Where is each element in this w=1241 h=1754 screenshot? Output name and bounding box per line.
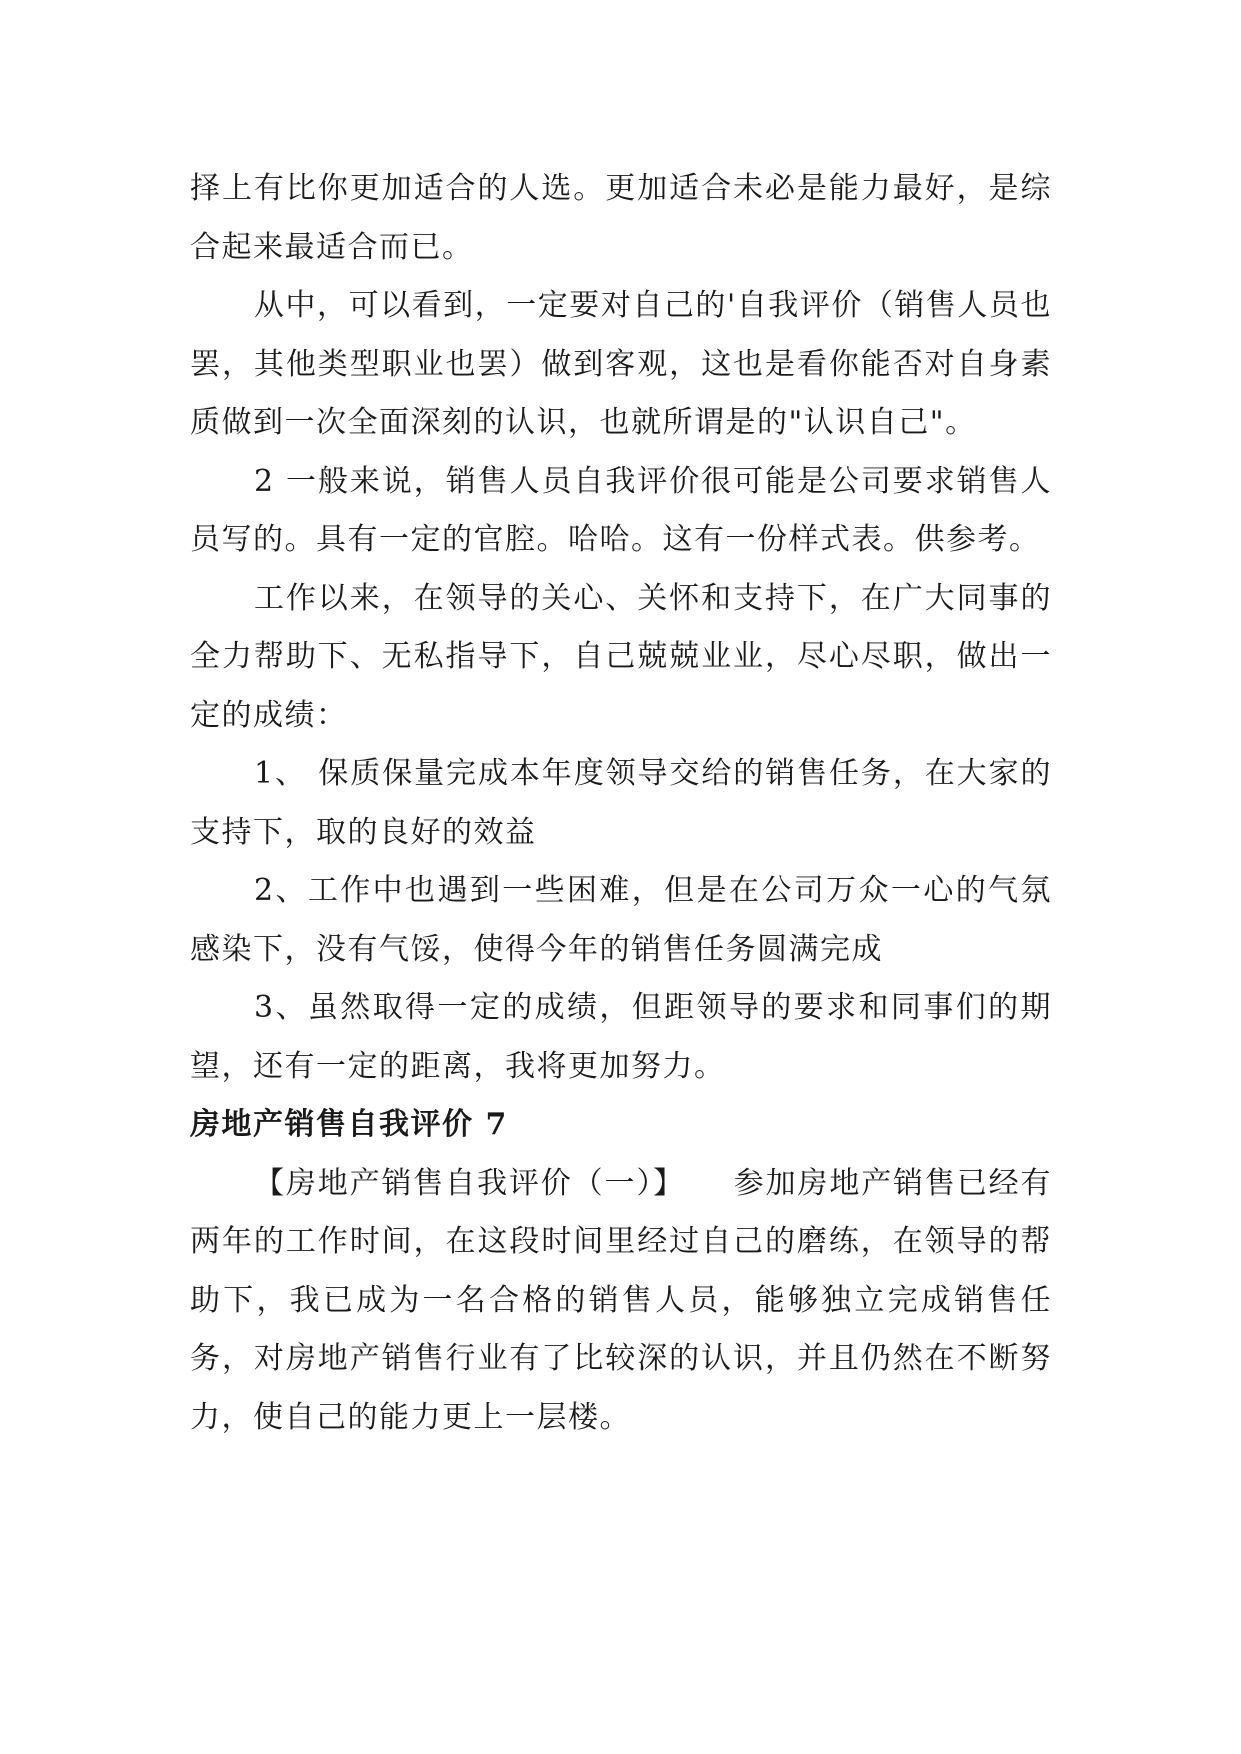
paragraph-2: 从中，可以看到，一定要对自己的'自我评价（销售人员也罢，其他类型职业也罢）做到客观，这也是看你能否对自身素质做到一次全面深刻的认识，也就所谓是的"认识自己"。 <box>190 288 1052 440</box>
list-item-2: 2、工作中也遇到一些困难，但是在公司万众一心的气氛感染下，没有气馁，使得今年的销售任务圆满完成 <box>190 873 1052 967</box>
final-paragraph: 【房地产销售自我评价（一）】 参加房地产销售已经有两年的工作时间，在这段时间里经过自己的磨练，在领导的帮助下，我已成为一名合格的销售人员，能够独立完成销售任务，对房地产销售行业有了比较深的认识，并且仍然在不断努力，使自己的能力更上一层楼。 <box>190 1165 1052 1435</box>
list-item-3: 3、虽然取得一定的成绩，但距领导的要求和同事们的期望，还有一定的距离，我将更加努力。 <box>190 990 1052 1084</box>
paragraph-1: 择上有比你更加适合的人选。更加适合未必是能力最好，是综合起来最适合而已。 <box>190 171 1052 265</box>
paragraph-3: 2 一般来说，销售人员自我评价很可能是公司要求销售人员写的。具有一定的官腔。哈哈。这有一份样式表。供参考。 <box>190 463 1052 557</box>
document-body <box>190 160 1052 1447</box>
paragraph-4: 工作以来，在领导的关心、关怀和支持下，在广大同事的全力帮助下、无私指导下，自己兢兢业业，尽心尽职，做出一定的成绩： <box>190 580 1052 733</box>
list-item-1: 1、 保质保量完成本年度领导交给的销售任务，在大家的支持下，取的良好的效益 <box>190 756 1052 850</box>
section-title: 房地产销售自我评价 7 <box>190 1107 508 1142</box>
